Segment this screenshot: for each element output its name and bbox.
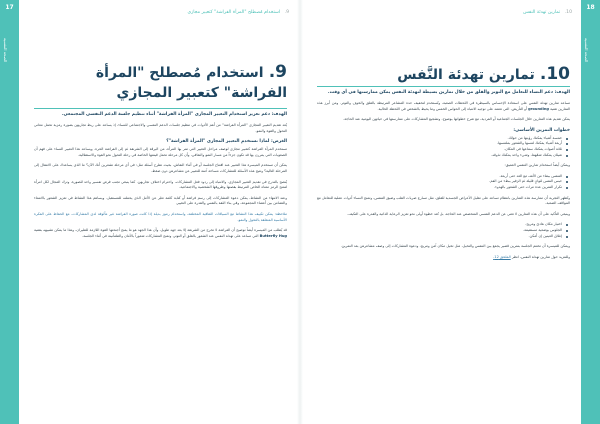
right-body [317,90,570,265]
right-page [305,0,578,424]
right-page-number: 18 [586,4,595,11]
right-list-setup [317,222,570,239]
right-band-label: الصحة النفسية [584,38,589,63]
right-intro [317,101,570,112]
list-item: شيئان يمكنك شمّهما، وشيء واحد يمكنك تذوقه. [317,153,562,159]
right-closing-text: وللمزيد حول تمارين تهدئة النفس، انظر [511,254,570,259]
right-side-band [581,0,600,424]
left-note: ملاحظة: يمكن تكييف هذا النشاط مع السياقات الثقافية المختلفة، واستخدام رموز بديلة إذا كانت صورة الفراشة غير مألوفة لدى المشاركات، مع الحفاظ على الفكرة الأساسية المتعلقة بالتحول والنمو. [34,211,287,222]
right-running-head-number: 10. [564,10,572,15]
left-closing-text: التي تساعد على تهدئة النفس عند الشعور بالقلق أو التوتر، وتمنح المشاركات شعوراً بالأمان والطمأنينة في أثناء الجلسة. [82,233,259,238]
left-paragraph-4: وعند الانتهاء من النشاط، يمكن دعوة المشاركات إلى رسم فراشة أو كتابة كلمة تعبّر عن الأمل الذي يحملنه للمستقبل. ويساهم هذا النشاط في تعزيز الشعور بالانتماء والتضامن بين أعضاء المجموعة، وفي بناء الثقة بالنفس والقدرة على التغيير. [34,195,287,206]
right-paragraph-4: وتُظهر التجربة أن ممارسة هذه التمارين بانتظام تساعد على تقليل الأعراض الجسدية للقلق، مثل تسارع ضربات القلب وضيق التنفس، وتمنح النساء أدوات عملية للتعامل مع المواقف الصعبة. [317,195,570,206]
right-title-rule [317,86,570,87]
left-paragraph-3: يُنصح بالتدرج في تقديم التعبير المجازي، والانتباه إلى ردود فعل المشاركات، واحترام اختلاف تجاربهن. كما ينبغي تجنب فرض تفسير واحد للصورة، وترك المجال لكل امرأة لتمنح الرمز معناه الخاص المرتبط بقصتها وظروفها الشخصية والاجتماعية. [34,179,287,190]
right-closing [317,255,570,261]
left-body [34,112,287,244]
left-paragraph-6 [34,228,287,239]
right-subheading: خطوات التمرين الأساسي: [513,127,570,133]
left-section-number: 9. [268,62,287,82]
right-list-senses [317,136,570,158]
right-running-head [523,10,572,15]
right-list-breathing [317,174,570,191]
left-running-head [187,10,289,15]
list-item: تكرار التمرين عدة مرات حتى الشعور بالهدوء. [317,185,562,191]
left-lead: الهدف: دعم تعزيز استخدام التعبير المجازي "المرأة الفراشة" أثناء تنظيم جلسة الدعم النفسي المجتمعي. [61,112,287,117]
right-lead: الهدف: دعم النساء للتعامل مع التوتر والقلق من خلال تمارين بسيطة لتهدئة النفس يمكن ممارستها في أي وقت. [327,90,570,95]
left-inline-english-term: Butterfly Hug [259,233,287,238]
right-paragraph-2: يمكن تقديم هذه التمارين خلال الجلسات الجماعية أو الفردية، مع شرح خطواتها بوضوح، وتشجيع المشاركات على ممارستها في حياتهن اليومية عند الحاجة. [343,117,570,122]
list-item: إغلاق العينين إن أمكن. [317,234,562,240]
left-subheading: الغرض: لماذا نستخدم التعبير المجازي "المرأة الفراشة"؟ [166,139,287,145]
list-item: الجلوس بوضعية مستقيمة. [317,228,562,234]
annex-link[interactable]: الملحق 12. [493,254,511,259]
left-page-number: 17 [5,4,14,11]
left-page [22,0,295,424]
right-paragraph-3: ويمكن أيضاً استخدام تمارين التنفس العميق: [504,163,570,168]
left-band-label: الصحة النفسية [3,38,8,63]
list-item: التنفس ببطء من الأنف مع العد حتى أربعة. [317,174,562,180]
left-paragraph-6-text: قد يُطلب من الميسرة أيضاً توضيح أن الفراشة لا تخرج من الشرنقة إلا بعد جهد طويل، وأن هذا الجهد هو ما يمنح أجنحتها القوة اللازمة للطيران، وهذا ما يمكن تشبيهه بتقنية [34,228,287,233]
right-title-block [335,64,570,84]
list-item: أربعة أشياء يمكنك لمسها والشعور بملمسها. [317,141,562,147]
left-side-band [0,0,19,424]
left-intro: يُعد تقديم التعبير المجازي "المرأة الفراشة" من أهم الأدوات في تنظيم جلسات الدعم النفسي والاجتماعي للنساء، إذ يساعد على ربط تجاربهن بصورة رمزية تحمل معاني التحول والقوة والنمو. [34,123,287,133]
right-running-head-title: تمارين تهدئة النفس [523,10,561,15]
spine-gutter [297,0,303,424]
right-paragraph-6: ويمكن للميسرة أن تختتم الجلسة بتمرين قصير يجمع بين التنفس والتخيل، مثل تخيل مكان آمن ومريح، ودعوة المشاركات إلى وصف مشاعرهن بعد التمرين. [340,244,570,249]
left-paragraph-2: يمكن أن تستخدم الميسرة هذا التعبير عند افتتاح الجلسة أو في أثناء النقاش، بحيث تطرح أسئلة مثل: في أي مرحلة تشعرين أنك الآن؟ ما الذي يساعدك على الانتقال إلى المرحلة التالية؟ وتتيح هذه الأسئلة للمشاركات مساحة آمنة للتعبير عن مشاعرهن دون ضغط. [34,163,287,173]
left-page-title: استخدام مُصطلح "المرأة الفراشة" كتعبير المجازي [95,65,287,101]
list-item: خمسة أشياء يمكنك رؤيتها من حولك. [317,136,562,142]
list-item: اختيار مكان هادئ ومريح. [317,222,562,228]
left-title-rule [34,108,287,109]
right-section-number: 10. [539,64,570,84]
list-item: ثلاثة أصوات يمكنك سماعها في المكان. [317,147,562,153]
right-intro-rest: أو التأريض، التي تعتمد على توجيه الانتباه إلى الحواس الخمس وما يحيط بالشخص في اللحظة الحالية. [377,106,527,111]
right-paragraph-5: وينبغي التأكيد على أن هذه التمارين لا تغني عن الدعم النفسي المتخصص عند الحاجة، بل تُعد خطوة أولى نحو تعزيز الرعاية الذاتية والقدرة على التكيف. [347,211,570,216]
list-item: حبس النفس لثوانٍ قليلة ثم الزفير ببطء من الفم. [317,179,562,185]
left-running-head-title: استخدام مُصطلح "المرأة الفراشة" كتعبير مجازي [187,10,281,15]
left-running-head-number: 9. [284,10,289,15]
right-intro-text: تساعد تمارين تهدئة النفس على استعادة الإحساس بالسيطرة في اللحظات الصعبة، وتُستخدم لتخفيف حدة المشاعر المرتبطة بالقلق والخوف والتوتر. ومن أبرز هذه التمارين تقنية [317,101,570,111]
left-title-block [52,62,287,102]
right-inline-english-term: grounding [528,106,549,111]
left-paragraph-1: تستخدم المرأة الفراشة كتعبير مجازي لوصف مراحل التغيير التي تمر بها المرأة، من اليرقة إلى الشرنقة ثم إلى الفراشة الحرة. ويساعد هذا التعبير النساء على فهم أن الصعوبات التي يمررن بها قد تكون جزءاً من مسار النمو والتعافي، وأن كل مرحلة تحمل قيمتها الخاصة في رحلة التحول نحو القوة والاستقلالية. [34,147,287,157]
right-page-title: تمارين تهدئة النَّفس [397,67,535,83]
